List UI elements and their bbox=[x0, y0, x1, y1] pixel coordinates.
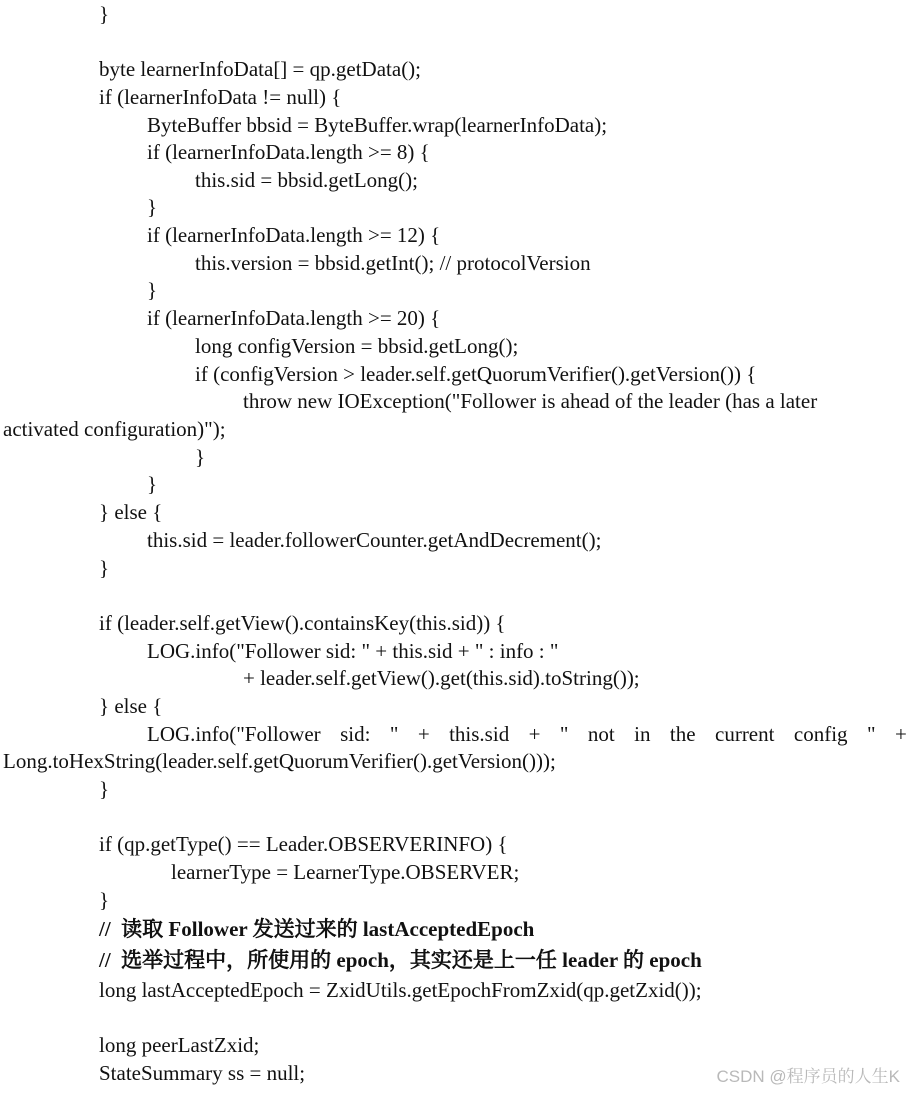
code-line: LOG.info("Follower sid: " + this.sid + " : info : " bbox=[147, 639, 559, 663]
code-line: Long.toHexString(leader.self.getQuorumVerifier().getVersion())); bbox=[3, 749, 556, 773]
code-line: } else { bbox=[99, 500, 163, 524]
code-line: } bbox=[195, 445, 206, 469]
code-token: not bbox=[587, 722, 615, 746]
code-token: + bbox=[894, 722, 907, 746]
code-line: } bbox=[147, 278, 158, 302]
code-token: LOG.info("Follower bbox=[147, 722, 321, 746]
code-line: if (learnerInfoData.length >= 8) { bbox=[147, 140, 430, 164]
code-line: if (learnerInfoData != null) { bbox=[99, 85, 342, 109]
code-line: long configVersion = bbsid.getLong(); bbox=[195, 334, 519, 358]
code-line: if (leader.self.getView().containsKey(this.sid)) { bbox=[99, 611, 506, 635]
code-line: throw new IOException("Follower is ahead of the leader (has a later bbox=[243, 389, 818, 413]
code-token: " bbox=[559, 722, 569, 746]
code-token: current bbox=[715, 722, 775, 746]
comment-line: // 读取 Follower 发送过来的 lastAcceptedEpoch bbox=[99, 917, 535, 941]
watermark: CSDN @程序员的人生K bbox=[716, 1067, 900, 1086]
code-line: } bbox=[99, 777, 110, 801]
code-line: byte learnerInfoData[] = qp.getData(); bbox=[99, 57, 422, 81]
code-line: } bbox=[147, 195, 158, 219]
code-token: config bbox=[793, 722, 848, 746]
code-token: + bbox=[417, 722, 430, 746]
code-line: learnerType = LearnerType.OBSERVER; bbox=[171, 860, 520, 884]
code-line: this.sid = leader.followerCounter.getAndDecrement(); bbox=[147, 528, 602, 552]
code-token: " bbox=[866, 722, 876, 746]
code-line: } bbox=[99, 2, 110, 26]
code-line: long lastAcceptedEpoch = ZxidUtils.getEpochFromZxid(qp.getZxid()); bbox=[99, 978, 702, 1002]
comment-line: // 选举过程中，所使用的 epoch，其实还是上一任 leader 的 epoch bbox=[99, 948, 702, 972]
code-line: this.sid = bbsid.getLong(); bbox=[195, 168, 419, 192]
code-line: } bbox=[99, 556, 110, 580]
code-token: the bbox=[669, 722, 696, 746]
code-line: long peerLastZxid; bbox=[99, 1033, 260, 1057]
code-line: if (learnerInfoData.length >= 20) { bbox=[147, 306, 441, 330]
code-line: if (configVersion > leader.self.getQuorumVerifier().getVersion()) { bbox=[195, 362, 757, 386]
code-token: sid: bbox=[340, 722, 371, 746]
code-token: this.sid bbox=[449, 722, 510, 746]
code-line: this.version = bbsid.getInt(); // protocolVersion bbox=[195, 251, 591, 275]
code-line: } else { bbox=[99, 694, 163, 718]
code-line: } bbox=[99, 888, 110, 912]
code-line: } bbox=[147, 472, 158, 496]
code-line: if (qp.getType() == Leader.OBSERVERINFO) { bbox=[99, 832, 508, 856]
code-token: + bbox=[528, 722, 541, 746]
code-line: StateSummary ss = null; bbox=[99, 1061, 306, 1085]
code-line: activated configuration)"); bbox=[3, 417, 226, 441]
code-line-justified bbox=[147, 720, 907, 748]
code-line: + leader.self.getView().get(this.sid).toString()); bbox=[243, 666, 640, 690]
code-line: if (learnerInfoData.length >= 12) { bbox=[147, 223, 441, 247]
code-line: ByteBuffer bbsid = ByteBuffer.wrap(learnerInfoData); bbox=[147, 113, 608, 137]
code-token: in bbox=[634, 722, 651, 746]
code-token: " bbox=[389, 722, 399, 746]
